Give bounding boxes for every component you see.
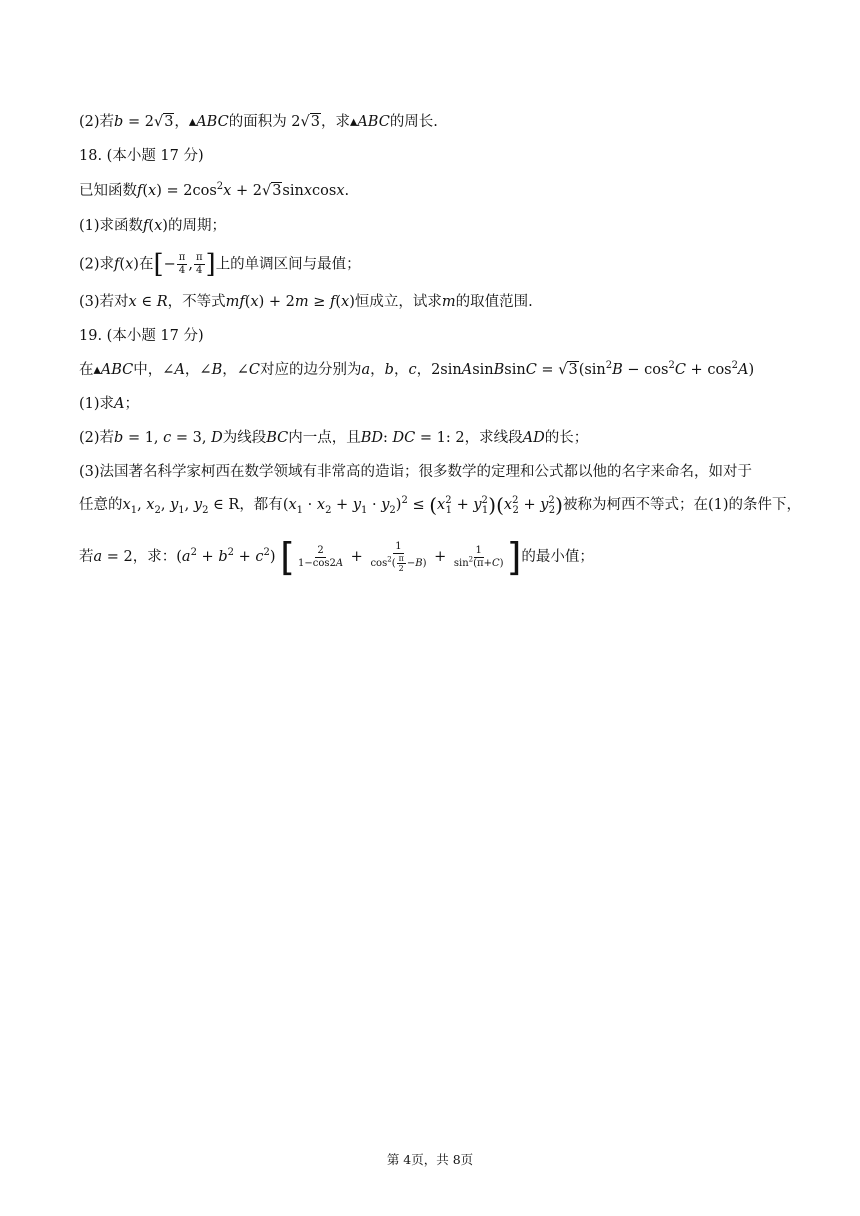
q19-part1: (1)求A；	[79, 396, 140, 412]
q19-part2: (2)若b = 1, c = 3, D为线段BC内一点，且BD: DC = 1: 2，求线段AD的长；	[79, 430, 589, 446]
q18-header: 18. (本小题 17 分)	[79, 148, 204, 164]
q19-header: 19. (本小题 17 分)	[79, 328, 204, 344]
page-footer: 第 4页，共 8页	[386, 1152, 474, 1167]
q18-part1: (1)求函数f(x)的周期；	[79, 218, 226, 234]
q19-part3-line3: 若a = 2，求：$(a^2 + b^2 + c^2)$ [ $\frac{2}{1-\cos 2A}$ + 1 $\cos^2$( $\frac{\pi}{2}$ −B) + $\frac{1}{\sin^2(\pi+C)}$ ]的最小值；	[79, 535, 594, 579]
q18-part3: (3)若对x ∈ R，不等式mf(x) + 2m ≥ f(x)恒成立，试求m的取值范围.	[79, 294, 533, 310]
q18-stem: 已知函数$f(x) = 2\cos^2x$ + 2√3sinxcosx.	[79, 181, 350, 199]
q19-stem: 在▴ABC中，∠A，∠B，∠C对应的边分别为a，b，c，2sinAsinBsinC = $√3(\sin^2B - \cos^2C + \cos^2A)$	[79, 360, 755, 378]
q19-part3-line2: 任意的$x_1$, $x_2$, $y_1$, $y_2$ ∈ R，都有$(x_1 \cdot x_2 + y_1 \cdot y_2)^2 \le (x^2_1 + y^2_1)(x^2_2 + y^2_2)$被称为柯西不等式；在(1)的条件下，	[79, 493, 802, 517]
q17-part2: (2)若b = 2√3，▴ABC的面积为 2√3，求▴ABC的周长.	[79, 114, 438, 130]
q19-part3-line1: (3)法国著名科学家柯西在数学领域有非常高的造诣；很多数学的定理和公式都以他的名字来命名，如对于	[79, 464, 753, 480]
q18-part2: (2)求f(x)在[− $\frac{\pi}{4}$ , $\frac{\pi}{4}$ ]上的单调区间与最值；	[79, 249, 361, 280]
